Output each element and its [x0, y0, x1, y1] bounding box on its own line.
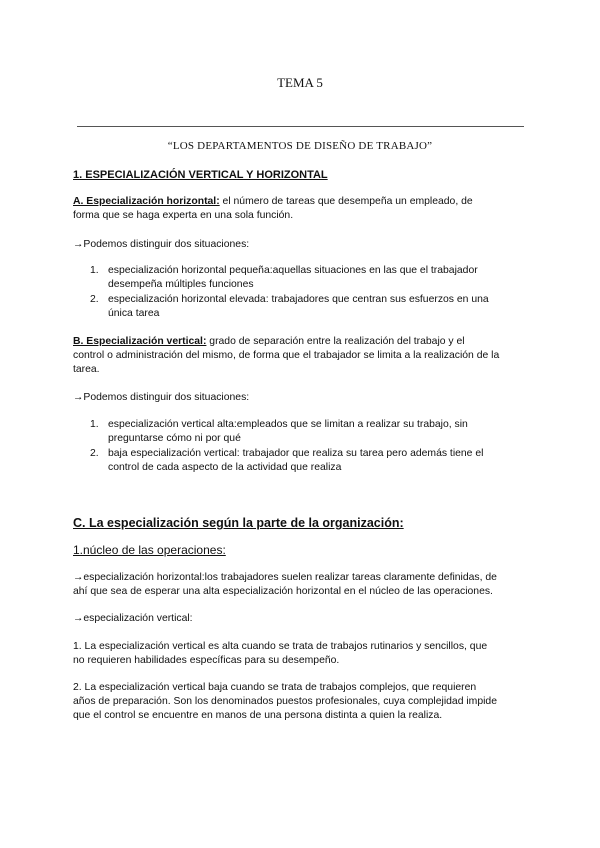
list-number: 2. — [90, 294, 99, 305]
section-b-paragraph — [73, 335, 533, 377]
section-b-text-line3: tarea. — [73, 364, 100, 375]
list-text-line2: única tarea — [108, 308, 160, 319]
list-text-line1: especialización horizontal elevada: trabajadores que centran sus esfuerzos en una — [108, 294, 489, 305]
subsection-c1-heading: 1.núcleo de las operaciones: — [73, 543, 226, 557]
list-text-line2: desempeña múltiples funciones — [108, 279, 254, 290]
title-divider — [77, 126, 524, 127]
c1-p1-line1: →especialización horizontal:los trabajadores suelen realizar tareas claramente definidas, de — [73, 572, 497, 583]
c1-paragraph-1 — [73, 571, 533, 599]
list-text-line1: especialización horizontal pequeña:aquellas situaciones en las que el trabajador — [108, 265, 478, 276]
list-item — [90, 447, 530, 473]
section-a-intro: →Podemos distinguir dos situaciones: — [73, 239, 250, 250]
c1-p4-line2: años de preparación. Son los denominados puestos profesionales, cuya complejidad impide — [73, 696, 497, 707]
list-text-line2: control de cada aspecto de la actividad que realiza — [108, 462, 342, 473]
c1-p1-line2: ahí que sea de esperar una alta especialización horizontal en el núcleo de las operaciones. — [73, 586, 493, 597]
page-title: TEMA 5 — [277, 75, 323, 90]
c1-p3-line2: no requieren habilidades específicas para su desempeño. — [73, 655, 340, 666]
list-text-line2: preguntarse cómo ni por qué — [108, 433, 241, 444]
section-c-heading: C. La especialización según la parte de la organización: — [73, 516, 404, 530]
list-number: 1. — [90, 419, 99, 430]
c1-paragraph-2: →especialización vertical: — [73, 613, 193, 624]
section-a-text-line1: el número de tareas que desempeña un empleado, de — [219, 196, 473, 207]
c1-p4-line1: 2. La especialización vertical baja cuando se trata de trabajos complejos, que requieren — [73, 682, 477, 693]
section-b-intro: →Podemos distinguir dos situaciones: — [73, 392, 250, 403]
list-item — [90, 264, 530, 290]
c1-paragraph-3 — [73, 640, 533, 668]
section-a-paragraph — [73, 195, 533, 223]
section-1-heading: 1. ESPECIALIZACIÓN VERTICAL Y HORIZONTAL — [73, 169, 328, 181]
c1-p4-line3: que el control se encuentre en manos de una persona distinta a quien la realiza. — [73, 710, 443, 721]
section-b-text-line2: control o administración del mismo, de forma que el trabajador se limita a la realización de la — [73, 350, 500, 361]
section-b-text-line1: grado de separación entre la realización del trabajo y el — [206, 336, 465, 347]
list-number: 1. — [90, 265, 99, 276]
c1-paragraph-4 — [73, 681, 533, 723]
document-subtitle: “LOS DEPARTAMENTOS DE DISEÑO DE TRABAJO” — [167, 140, 433, 152]
list-item — [90, 418, 530, 444]
section-a-label: A. Especialización horizontal: — [73, 196, 220, 207]
c1-p3-line1: 1. La especialización vertical es alta cuando se trata de trabajos rutinarios y sencillos, que — [73, 641, 488, 652]
list-number: 2. — [90, 448, 99, 459]
list-text-line1: especialización vertical alta:empleados que se limitan a realizar su trabajo, sin — [108, 419, 468, 430]
section-a-text-line2: forma que se haga experta en una sola función. — [73, 210, 294, 221]
list-item — [90, 293, 530, 319]
list-text-line1: baja especialización vertical: trabajador que realiza su tarea pero además tiene el — [108, 448, 484, 459]
section-b-label: B. Especialización vertical: — [73, 336, 207, 347]
